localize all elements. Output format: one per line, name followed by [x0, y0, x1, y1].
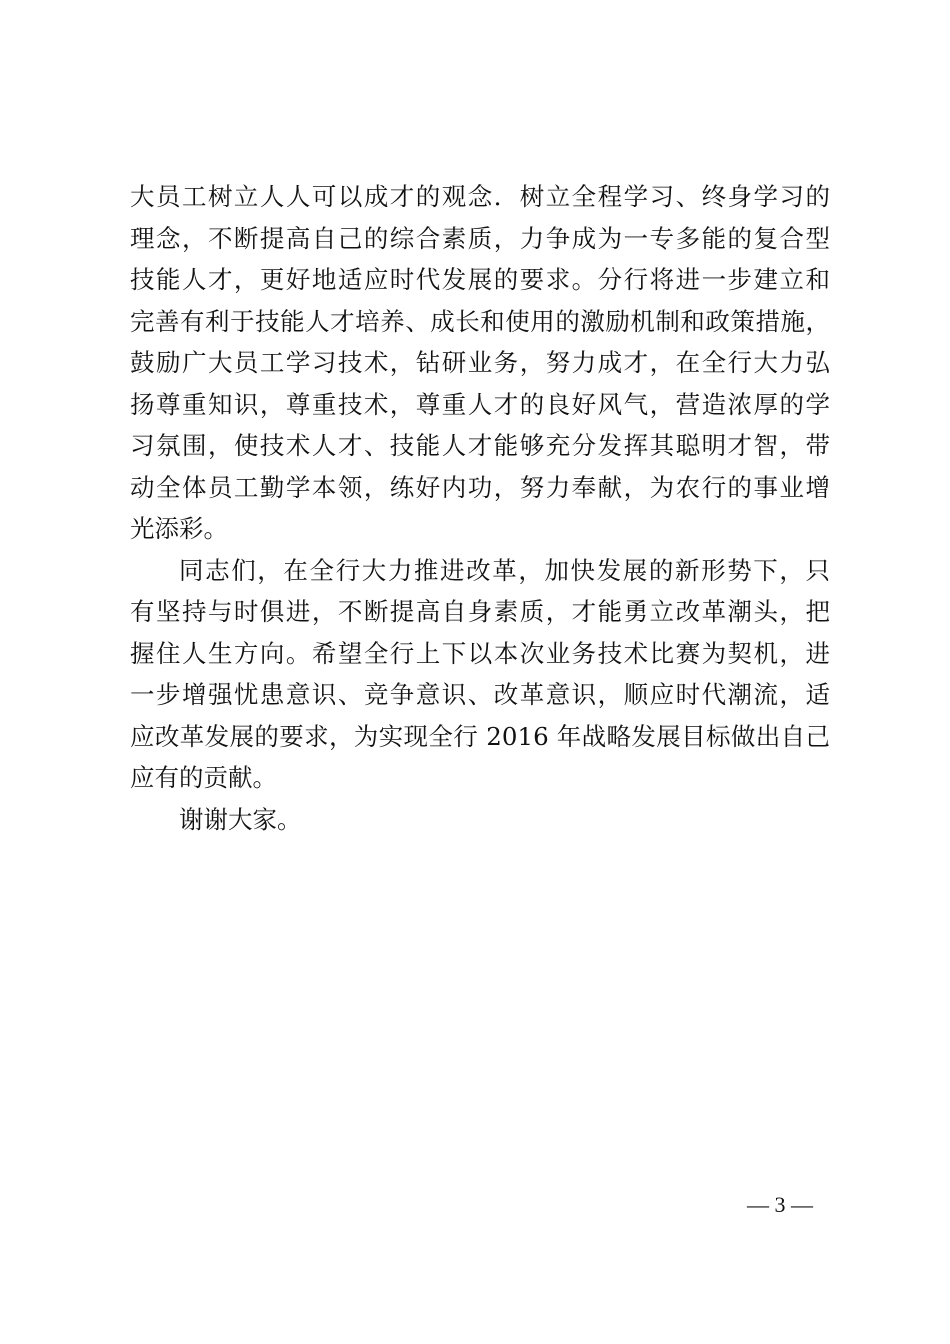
- text-line: 动全体员工勤学本领，练好内功，努力奉献，为农行的事业增: [130, 472, 830, 502]
- text-line: 应改革发展的要求，为实现全行 2016 年战略发展目标做出自己: [130, 721, 830, 751]
- text-line: 有坚持与时俱进，不断提高自身素质，才能勇立改革潮头，把: [130, 597, 830, 626]
- text-line: 谢谢大家。: [179, 804, 302, 834]
- text-line: 大员工树立人人可以成才的观念．树立全程学习、终身学习的: [130, 182, 830, 211]
- text-line: 一步增强忧患意识、竞争意识、改革意识，顺应时代潮流，适: [130, 680, 830, 709]
- text-line: 握住人生方向。希望全行上下以本次业务技术比赛为契机，进: [130, 638, 830, 668]
- text-line: 技能人才，更好地适应时代发展的要求。分行将进一步建立和: [130, 265, 830, 294]
- text-line: 鼓励广大员工学习技术，钻研业务，努力成才，在全行大力弘: [130, 348, 830, 377]
- paragraph-closing-remarks: [130, 550, 830, 799]
- page-number: — 3 —: [747, 1192, 813, 1217]
- paragraph-continuation: [130, 176, 830, 550]
- text-line: 应有的贡献。: [130, 763, 277, 792]
- document-body: [130, 176, 830, 840]
- text-line: 同志们，在全行大力推进改革，加快发展的新形势下，只: [179, 555, 830, 585]
- text-line: 完善有利于技能人才培养、成长和使用的激励机制和政策措施，: [130, 306, 830, 336]
- text-line: 光添彩。: [130, 514, 228, 543]
- text-line: 扬尊重知识，尊重技术，尊重人才的良好风气，营造浓厚的学: [130, 389, 830, 419]
- text-line: 习氛围，使技术人才、技能人才能够充分发挥其聪明才智，带: [130, 431, 830, 460]
- text-line: 理念，不断提高自己的综合素质，力争成为一专多能的复合型: [130, 223, 830, 253]
- paragraph-thanks: [130, 799, 830, 841]
